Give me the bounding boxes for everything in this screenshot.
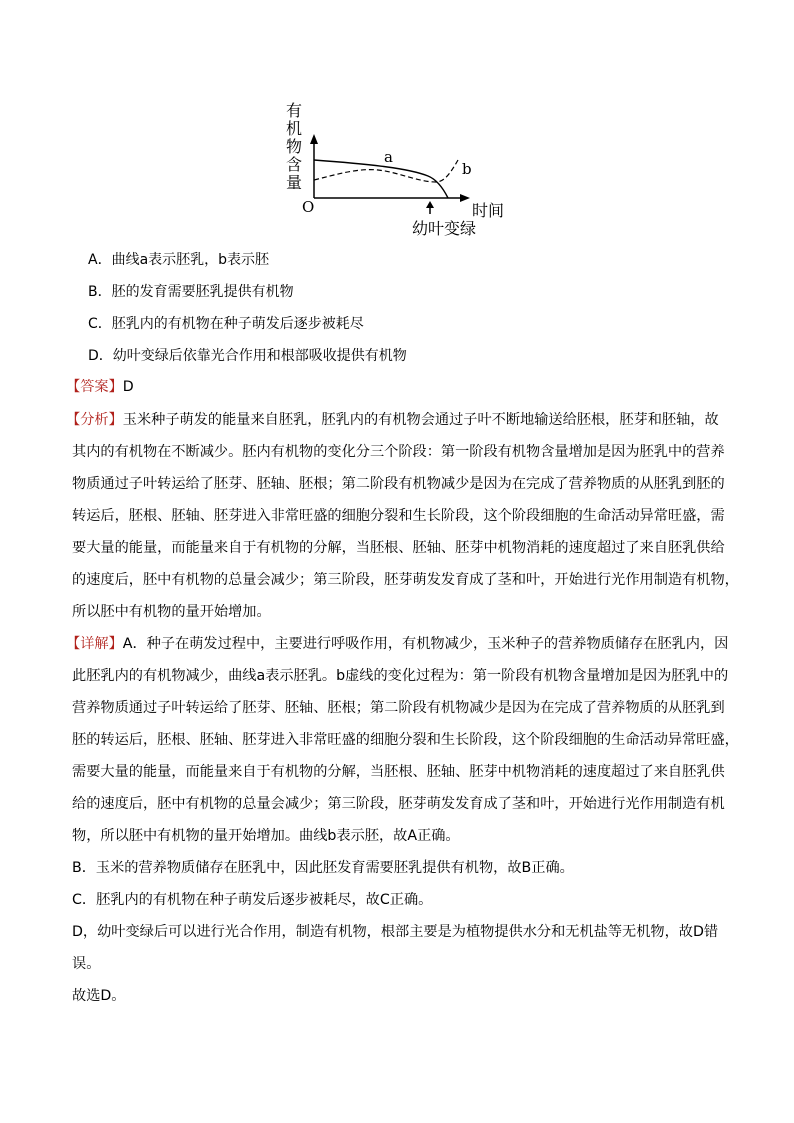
- y-axis-arrow: [310, 134, 318, 144]
- detail-line: B．玉米的营养物质储存在胚乳中，因此胚发育需要胚乳提供有机物，故B正确。: [72, 860, 574, 876]
- y-label-char: 机: [285, 119, 302, 138]
- x-axis-arrow: [460, 194, 470, 202]
- detail-line: [66, 633, 728, 653]
- detail-text: A．种子在萌发过程中，主要进行呼吸作用，有机物减少，玉米种子的营养物质储存在胚乳内，因: [122, 636, 729, 652]
- answer-tag: 【答案】: [66, 379, 123, 395]
- analysis-line: 所以胚中有机物的量开始增加。: [72, 604, 271, 620]
- analysis-line: 的速度后，胚中有机物的总量会减少；第三阶段，胚芽萌发发育成了茎和叶，开始进行光作用制造有机物，: [72, 572, 739, 588]
- analysis-text: 玉米种子萌发的能量来自胚乳，胚乳内的有机物会通过子叶不断地输送给胚根，胚芽和胚轴，故: [122, 412, 719, 428]
- answer-line: [66, 376, 134, 396]
- option-a: A．曲线a表示胚乳，b表示胚: [88, 252, 270, 268]
- answer-value: D: [122, 379, 134, 395]
- detail-line: 给的速度后，胚中有机物的总量会减少；第三阶段，胚芽萌发发育成了茎和叶，开始进行光作用制造有机: [72, 796, 725, 812]
- detail-line: C．胚乳内的有机物在种子萌发后逐步被耗尽，故C正确。: [72, 892, 433, 908]
- event-label: 幼叶变绿: [412, 219, 477, 238]
- analysis-line: 物质通过子叶转运给了胚芽、胚轴、胚根；第二阶段有机物减少是因为在完成了营养物质的从胚乳到胚的: [72, 476, 725, 492]
- option-d: D．幼叶变绿后依靠光合作用和根部吸收提供有机物: [88, 348, 407, 364]
- y-label-char: 含: [285, 155, 302, 174]
- analysis-line: [66, 409, 719, 429]
- option-b: B．胚的发育需要胚乳提供有机物: [88, 284, 294, 300]
- detail-line: D，幼叶变绿后可以进行光合作用，制造有机物，根部主要是为植物提供水分和无机盐等无机物，故D错: [72, 924, 719, 940]
- curve-a-label: a: [384, 148, 393, 166]
- detail-line: 此胚乳内的有机物减少，曲线a表示胚乳。b虚线的变化过程为：第一阶段有机物含量增加是因为胚乳中的: [72, 668, 729, 684]
- detail-line: 物，所以胚中有机物的量开始增加。曲线b表示胚，故A正确。: [72, 828, 460, 844]
- analysis-line: 要大量的能量，而能量来自于有机物的分解，当胚根、胚轴、胚芽中机物消耗的速度超过了来自胚乳供给: [72, 540, 725, 556]
- y-axis-label: [284, 102, 304, 192]
- detail-line: 故选D。: [72, 988, 126, 1004]
- curve-b-label: b: [462, 160, 472, 178]
- option-c: C．胚乳内的有机物在种子萌发后逐步被耗尽: [88, 316, 364, 332]
- y-label-char: 物: [285, 137, 302, 156]
- event-arrow-head: [426, 201, 434, 208]
- x-axis-label: 时间: [472, 201, 505, 220]
- curve-a-line: [314, 160, 448, 198]
- analysis-line: 转运后，胚根、胚轴、胚芽进入非常旺盛的细胞分裂和生长阶段，这个阶段细胞的生命活动异常旺盛，需: [72, 508, 725, 524]
- detail-line: 需要大量的能量，而能量来自于有机物的分解，当胚根、胚轴、胚芽中机物消耗的速度超过了来自胚乳供: [72, 764, 725, 780]
- y-label-char: 量: [285, 173, 302, 192]
- detail-line: 胚的转运后，胚根、胚轴、胚芽进入非常旺盛的细胞分裂和生长阶段，这个阶段细胞的生命活动异常旺盛，: [72, 732, 739, 748]
- analysis-line: 其内的有机物在不断减少。胚内有机物的变化分三个阶段：第一阶段有机物含量增加是因为胚乳中的营养: [72, 444, 725, 460]
- detail-line: 误。: [72, 956, 101, 972]
- organic-matter-graph: [278, 98, 518, 238]
- origin-label: O: [302, 198, 315, 216]
- y-label-char: 有: [285, 101, 302, 120]
- detail-line: 营养物质通过子叶转运给了胚芽、胚轴、胚根；第二阶段有机物减少是因为在完成了营养物质的从胚乳到: [72, 700, 725, 716]
- detail-tag: 【详解】: [66, 636, 123, 652]
- analysis-tag: 【分析】: [66, 412, 123, 428]
